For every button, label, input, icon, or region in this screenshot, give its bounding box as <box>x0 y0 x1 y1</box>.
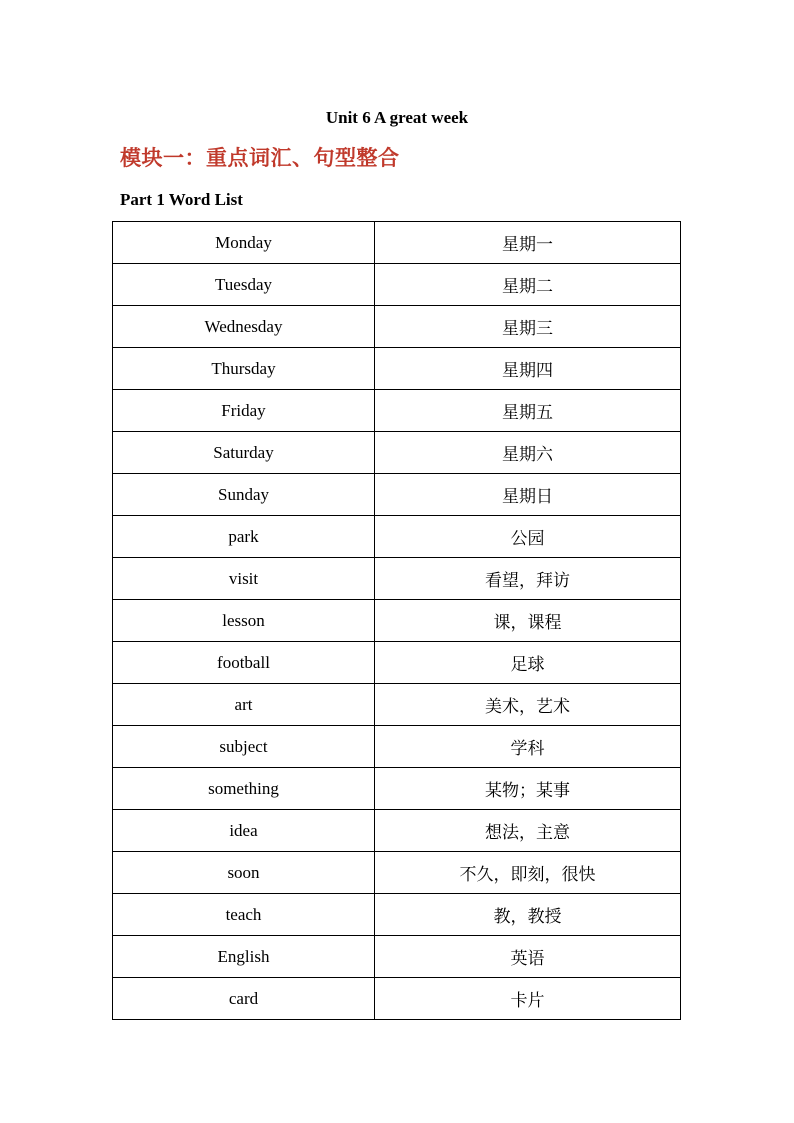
table-row <box>113 264 681 306</box>
table-row <box>113 306 681 348</box>
table-row <box>113 222 681 264</box>
table-row <box>113 642 681 684</box>
english-word-cell: football <box>113 642 375 684</box>
english-word-cell: English <box>113 936 375 978</box>
english-word-cell: visit <box>113 558 375 600</box>
english-word-cell: art <box>113 684 375 726</box>
english-word-cell: teach <box>113 894 375 936</box>
chinese-meaning-cell: 美术，艺术 <box>375 684 681 726</box>
chinese-meaning-cell: 星期日 <box>375 474 681 516</box>
english-word-cell: soon <box>113 852 375 894</box>
english-word-cell: subject <box>113 726 375 768</box>
table-row <box>113 516 681 558</box>
english-word-cell: idea <box>113 810 375 852</box>
table-row <box>113 684 681 726</box>
table-row <box>113 768 681 810</box>
part-heading: Part 1 Word List <box>120 190 243 209</box>
english-word-cell: Monday <box>113 222 375 264</box>
section-heading: 模块一：重点词汇、句型整合 <box>120 146 400 170</box>
chinese-meaning-cell: 足球 <box>375 642 681 684</box>
english-word-cell: Friday <box>113 390 375 432</box>
chinese-meaning-cell: 不久，即刻，很快 <box>375 852 681 894</box>
chinese-meaning-cell: 英语 <box>375 936 681 978</box>
english-word-cell: park <box>113 516 375 558</box>
english-word-cell: Sunday <box>113 474 375 516</box>
table-row <box>113 474 681 516</box>
table-row <box>113 348 681 390</box>
chinese-meaning-cell: 星期六 <box>375 432 681 474</box>
table-row <box>113 600 681 642</box>
english-word-cell: Saturday <box>113 432 375 474</box>
chinese-meaning-cell: 看望，拜访 <box>375 558 681 600</box>
chinese-meaning-cell: 某物；某事 <box>375 768 681 810</box>
chinese-meaning-cell: 想法，主意 <box>375 810 681 852</box>
word-list-table <box>112 221 681 1020</box>
chinese-meaning-cell: 星期五 <box>375 390 681 432</box>
chinese-meaning-cell: 教，教授 <box>375 894 681 936</box>
chinese-meaning-cell: 卡片 <box>375 978 681 1020</box>
chinese-meaning-cell: 星期三 <box>375 306 681 348</box>
english-word-cell: card <box>113 978 375 1020</box>
table-row <box>113 852 681 894</box>
table-row <box>113 810 681 852</box>
chinese-meaning-cell: 星期二 <box>375 264 681 306</box>
chinese-meaning-cell: 星期四 <box>375 348 681 390</box>
table-row <box>113 726 681 768</box>
table-row <box>113 432 681 474</box>
english-word-cell: Thursday <box>113 348 375 390</box>
table-row <box>113 894 681 936</box>
chinese-meaning-cell: 星期一 <box>375 222 681 264</box>
document-title: Unit 6 A great week <box>325 108 469 127</box>
chinese-meaning-cell: 课，课程 <box>375 600 681 642</box>
table-row <box>113 936 681 978</box>
english-word-cell: Wednesday <box>113 306 375 348</box>
table-row <box>113 390 681 432</box>
table-row <box>113 978 681 1020</box>
english-word-cell: something <box>113 768 375 810</box>
word-list-body <box>113 222 681 1020</box>
chinese-meaning-cell: 学科 <box>375 726 681 768</box>
english-word-cell: lesson <box>113 600 375 642</box>
english-word-cell: Tuesday <box>113 264 375 306</box>
chinese-meaning-cell: 公园 <box>375 516 681 558</box>
table-row <box>113 558 681 600</box>
